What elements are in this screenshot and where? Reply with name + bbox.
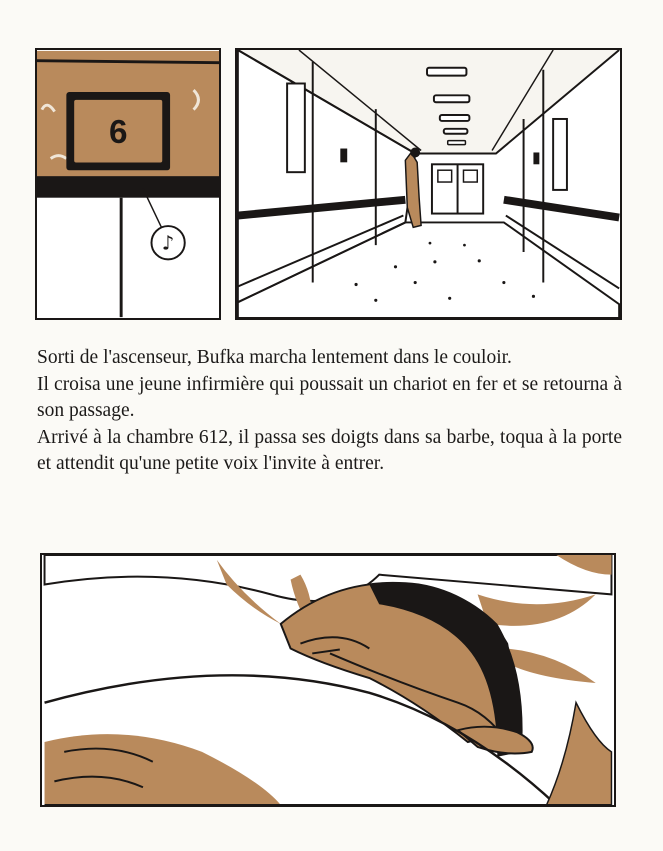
nurse-head bbox=[410, 148, 420, 158]
ceiling-light bbox=[434, 95, 469, 102]
nurse-figure bbox=[405, 152, 421, 227]
ceiling-light bbox=[427, 68, 466, 76]
narration-text bbox=[37, 345, 622, 478]
panel-hallway bbox=[235, 48, 622, 320]
room-number-plaque bbox=[533, 152, 539, 164]
room-number-plaque bbox=[340, 149, 347, 163]
panel-elevator bbox=[35, 48, 221, 320]
panel-sleeper bbox=[40, 553, 616, 807]
elevator-top-line bbox=[37, 61, 219, 63]
elevator-header-beam bbox=[37, 176, 219, 198]
narration-line: Sorti de l'ascenseur, Bufka marcha lentement dans le couloir. bbox=[37, 347, 512, 368]
ceiling-light bbox=[448, 141, 466, 145]
ceiling-light bbox=[440, 115, 470, 121]
chime-note-icon: ♪ bbox=[161, 231, 175, 255]
narration-line: Il croisa une jeune infirmière qui poussait un chariot en fer et se retourna à son passage. bbox=[37, 373, 622, 422]
elevator-illustration bbox=[37, 50, 219, 318]
floor-number: 6 bbox=[108, 113, 128, 151]
door-window bbox=[463, 170, 477, 182]
ceiling-light bbox=[444, 129, 468, 134]
hallway-illustration bbox=[237, 50, 620, 318]
right-door-window bbox=[553, 119, 567, 190]
left-door-window bbox=[287, 84, 305, 173]
door-window bbox=[438, 170, 452, 182]
narration-line: Arrivé à la chambre 612, il passa ses doigts dans sa barbe, toqua à la porte et attendit qu'une petite voix l'invite à entrer. bbox=[37, 426, 622, 475]
sleeper-illustration bbox=[42, 555, 614, 805]
